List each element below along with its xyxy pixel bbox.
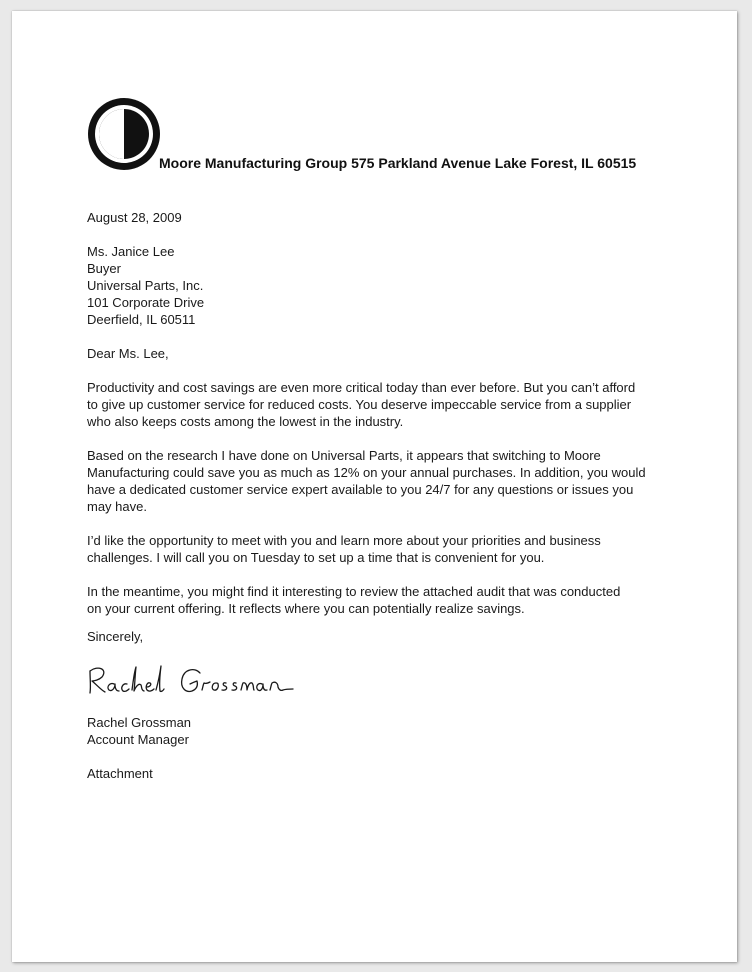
sender-name: Rachel Grossman [87, 715, 192, 730]
company-logo-icon [87, 97, 161, 171]
paragraph-line: Productivity and cost savings are even more critical today than ever before. But you can’t afford [87, 380, 636, 395]
paragraph-line: have a dedicated customer service expert available to you 24/7 for any questions or issues you [87, 482, 634, 497]
paragraph-line: challenges. I will call you on Tuesday to set up a time that is convenient for you. [87, 550, 545, 565]
paragraph-line: Manufacturing could save you as much as 12% on your annual purchases. In addition, you would [87, 465, 646, 480]
letter-page [12, 11, 737, 962]
recipient-city: Deerfield, IL 60511 [87, 312, 196, 327]
recipient-address-block [87, 243, 204, 328]
paragraph-line: Based on the research I have done on Universal Parts, it appears that switching to Moore [87, 448, 601, 463]
body-paragraph-4 [87, 583, 620, 617]
sender-block [87, 714, 191, 748]
recipient-title: Buyer [87, 261, 121, 276]
sender-title: Account Manager [87, 732, 189, 747]
body-paragraph-1 [87, 379, 635, 430]
paragraph-line: to give up customer service for reduced costs. You deserve impeccable service from a supplier [87, 397, 632, 412]
paragraph-line: I’d like the opportunity to meet with you and learn more about your priorities and business [87, 533, 601, 548]
paragraph-line: who also keeps costs among the lowest in the industry. [87, 414, 404, 429]
recipient-name: Ms. Janice Lee [87, 244, 175, 259]
paragraph-line: on your current offering. It reflects where you can potentially realize savings. [87, 601, 525, 616]
recipient-street: 101 Corporate Drive [87, 295, 205, 310]
salutation: Dear Ms. Lee, [87, 346, 169, 361]
letter-date: August 28, 2009 [87, 210, 182, 225]
letterhead-company-address: Moore Manufacturing Group 575 Parkland Avenue Lake Forest, IL 60515 [159, 155, 637, 171]
handwritten-signature [84, 659, 299, 701]
closing: Sincerely, [87, 629, 144, 644]
body-paragraph-2 [87, 447, 646, 515]
body-paragraph-3 [87, 532, 601, 566]
enclosure-notation: Attachment [87, 766, 153, 781]
recipient-company: Universal Parts, Inc. [87, 278, 204, 293]
paragraph-line: may have. [87, 499, 147, 514]
paragraph-line: In the meantime, you might find it interesting to review the attached audit that was conducted [87, 584, 621, 599]
